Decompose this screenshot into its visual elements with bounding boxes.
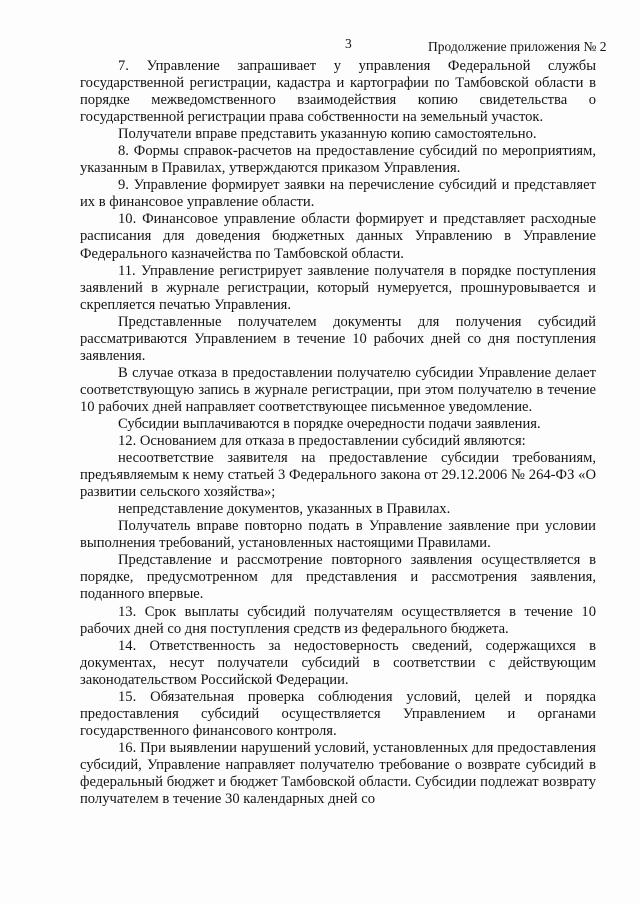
paragraph-9: 9. Управление формирует заявки на перечисление субсидий и представляет их в финансовое управление области. xyxy=(80,177,596,211)
paragraph-resubmission-procedure: Представление и рассмотрение повторного заявления осуществляется в порядке, предусмотренном для представления и рассмотрения заявления, поданного впервые. xyxy=(80,552,596,603)
paragraph-16: 16. При выявлении нарушений условий, установленных для предоставления субсидий, Управление направляет получателю требование о возврате субсидий в федеральный бюджет и бюджет Тамбовской области. Субсидии подлежат возврату получателем в течение 30 календарных дней со xyxy=(80,739,596,808)
paragraph-review-period: Представленные получателем документы для получения субсидий рассматриваются Управлением в течение 10 рабочих дней со дня поступления заявления. xyxy=(80,313,596,364)
paragraph-copy-self: Получатели вправе представить указанную копию самостоятельно. xyxy=(118,126,537,143)
paragraph-refusal-record: В случае отказа в предоставлении получателю субсидии Управление делает соответствующую запись в журнале регистрации, при этом получателю в течение 10 рабочих дней направляет соответствующее письменное уведомление. xyxy=(80,364,596,415)
appendix-continuation-label: Продолжение приложения № 2 xyxy=(428,39,607,54)
paragraph-14: 14. Ответственность за недостоверность сведений, содержащихся в документах, несут получатели субсидий в соответствии с действующим законодательством Российской Федерации. xyxy=(80,637,596,688)
paragraph-refusal-reason-2: непредставление документов, указанных в Правилах. xyxy=(118,501,451,518)
document-body xyxy=(80,58,596,808)
paragraph-7: 7. Управление запрашивает у управления Федеральной службы государственной регистрации, кадастра и картографии по Тамбовской области в порядке межведомственного взаимодействия копию свидетельства о государственной регистрации права собственности на земельный участок. xyxy=(80,58,596,126)
paragraph-refusal-reason-1: несоответствие заявителя на предоставление субсидии требованиям, предъявляемым к нему статьей 3 Федерального закона от 29.12.2006 № 264-ФЗ «О развитии сельского хозяйства»; xyxy=(80,450,596,501)
paragraph-resubmission: Получатель вправе повторно подать в Управление заявление при условии выполнения требований, установленных настоящими Правилами. xyxy=(80,518,596,552)
paragraph-15: 15. Обязательная проверка соблюдения условий, целей и порядка предоставления субсидий осуществляется Управлением и органами государственного финансового контроля. xyxy=(80,688,596,739)
page-number: 3 xyxy=(345,36,352,51)
paragraph-8: 8. Формы справок-расчетов на предоставление субсидий по мероприятиям, указанным в Правилах, утверждаются приказом Управления. xyxy=(80,143,596,177)
paragraph-payment-order: Субсидии выплачиваются в порядке очередности подачи заявления. xyxy=(118,415,541,432)
paragraph-10: 10. Финансовое управление области формирует и представляет расходные расписания для доведения бюджетных данных Управлению в Управление Федерального казначейства по Тамбовской области. xyxy=(80,211,596,262)
paragraph-11: 11. Управление регистрирует заявление получателя в порядке поступления заявлений в журнале регистрации, который нумеруется, прошнуровывается и скрепляется печатью Управления. xyxy=(80,262,596,313)
paragraph-12: 12. Основанием для отказа в предоставлении субсидий являются: xyxy=(118,433,526,450)
paragraph-13: 13. Срок выплаты субсидий получателям осуществляется в течение 10 рабочих дней со дня поступления средств из федерального бюджета. xyxy=(80,603,596,637)
